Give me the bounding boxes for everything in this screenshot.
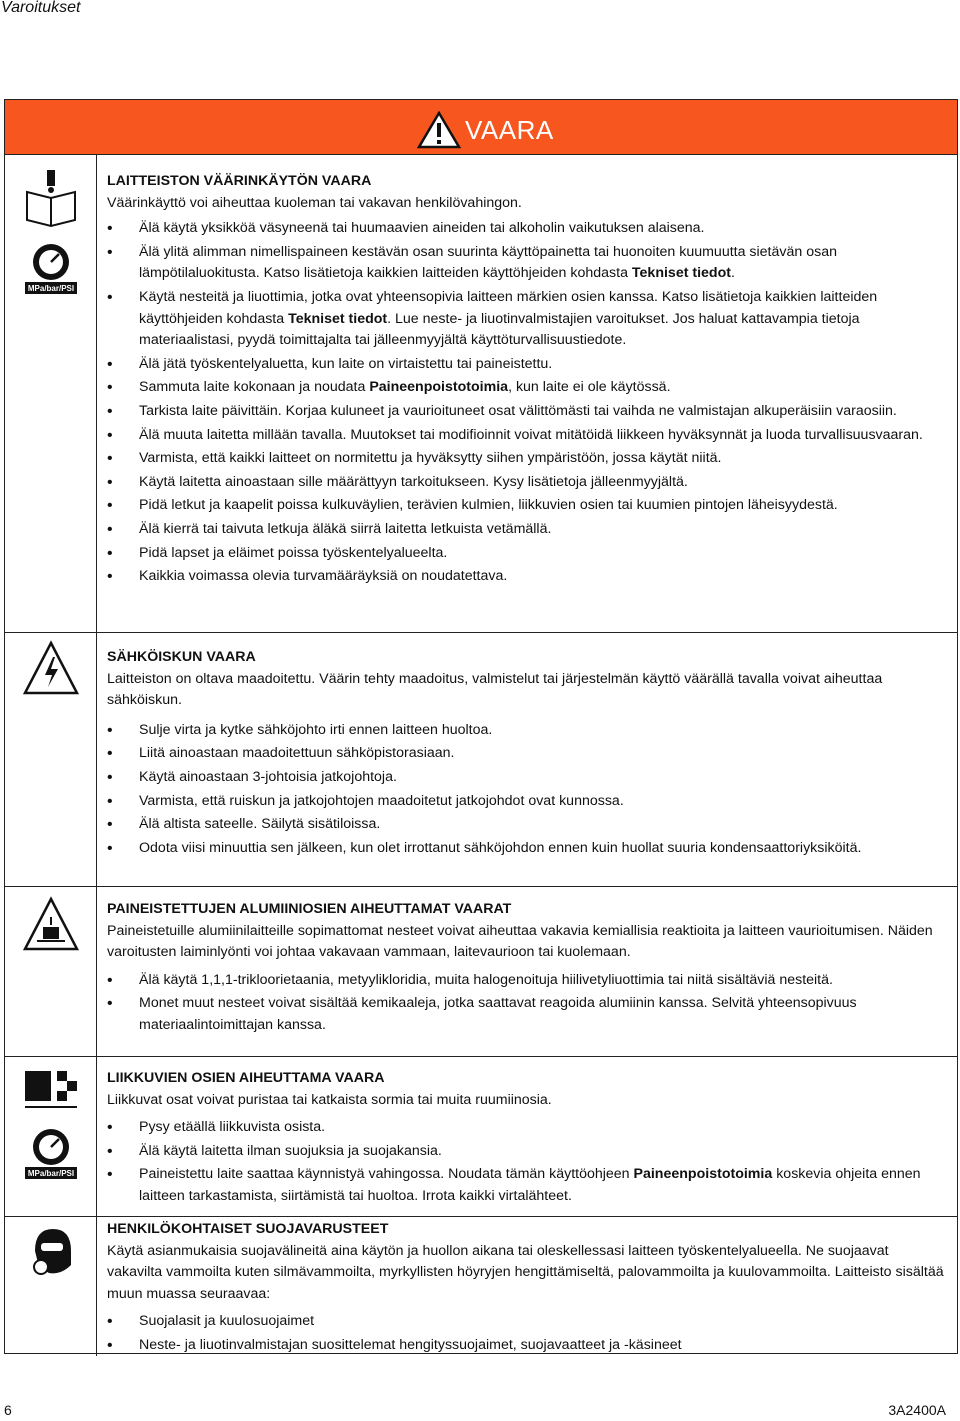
- section-misuse: [5, 154, 957, 632]
- section-content: [107, 1068, 947, 1208]
- list-item: • Älä ylitä alimman nimellispaineen kestävän osan suurinta käyttöpainetta tai huonoiten kuumuutta sietävän osan lämpötilaluokitusta. Katso lisätietoja kaikkien laitteiden käyttöhjeiden kohdasta Tekniset tiedot.: [107, 242, 947, 285]
- banner-title: VAARA: [465, 114, 554, 145]
- section-content: [107, 1219, 947, 1357]
- list-item: • Älä kierrä tai taivuta letkuja äläkä siirrä laitetta letkuista vetämällä.: [107, 519, 947, 541]
- list-item: • Käytä ainoastaan 3-johtoisia jatkojohtoja.: [107, 767, 947, 789]
- bullet-list: [107, 970, 947, 1037]
- list-item: • Älä käytä yksikköä väsyneenä tai huumaavien aineiden tai alkoholin vaikutuksen alaisena.: [107, 218, 947, 240]
- section-title: SÄHKÖISKUN VAARA: [107, 649, 256, 665]
- section-intro: Väärinkäyttö voi aiheuttaa kuoleman tai vakavan henkilövahingon.: [107, 194, 522, 211]
- bullet-list: [107, 720, 947, 860]
- protective-gear-icon: [21, 1221, 81, 1281]
- list-item: • Pidä lapset ja eläimet poissa työskentelyalueelta.: [107, 543, 947, 565]
- list-item: • Suojalasit ja kuulosuojaimet: [107, 1311, 947, 1333]
- emphasis-text: Paineenpoistotoimia: [633, 1166, 773, 1183]
- document-code: 3A2400A: [888, 1402, 946, 1418]
- section-icons: [5, 633, 97, 887]
- section-icons: [5, 1057, 97, 1217]
- section-icons: [5, 154, 97, 632]
- list-item: • Paineistettu laite saattaa käynnistyä vahingossa. Noudata tämän käyttöohjeen Paineenpoistotoimia koskevia ohjeita ennen laitteen tarkastamista, siirtämistä tai huoltoa. Irrota kaikki virtalähteet.: [107, 1164, 947, 1207]
- svg-text:MPa/bar/PSI: MPa/bar/PSI: [27, 1169, 74, 1178]
- electric-shock-icon: [21, 639, 81, 699]
- section-title: LIIKKUVIEN OSIEN AIHEUTTAMA VAARA: [107, 1070, 385, 1086]
- page-header: Varoitukset: [1, 0, 81, 16]
- list-item: • Sammuta laite kokonaan ja noudata Paineenpoistotoimia, kun laite ei ole käytössä.: [107, 377, 947, 399]
- pressure-gauge-icon: [21, 236, 81, 296]
- list-item: • Käytä laitetta ainoastaan sille määrättyyn tarkoitukseen. Kysy lisätietoja jälleenmyyjältä.: [107, 472, 947, 494]
- list-item: • Pysy etäällä liikkuvista osista.: [107, 1117, 947, 1139]
- section-icons: [5, 887, 97, 1057]
- chemical-reaction-icon: [21, 895, 81, 955]
- list-item: • Neste- ja liuotinvalmistajan suosittelemat hengityssuojaimet, suojavaatteet ja -käsineet: [107, 1335, 947, 1357]
- moving-parts-icon: [21, 1061, 81, 1121]
- emphasis-text: Tekniset tiedot: [288, 310, 388, 327]
- list-item: • Kaikkia voimassa olevia turvamääräyksiä on noudatettava.: [107, 566, 947, 588]
- banner-title-group: [417, 112, 554, 148]
- bullet-list: [107, 1311, 947, 1356]
- list-item: • Älä altista sateelle. Säilytä sisätiloissa.: [107, 814, 947, 836]
- warning-table: [4, 99, 958, 1354]
- list-item: • Älä käytä laitetta ilman suojuksia ja suojakansia.: [107, 1141, 947, 1163]
- list-item: • Monet muut nesteet voivat sisältää kemikaaleja, jotka saattavat reagoida alumiinin kanssa. Selvitä yhteensopivuus materiaalintoimittajan kanssa.: [107, 993, 947, 1036]
- section-protective-equipment: [5, 1216, 957, 1356]
- list-item: • Odota viisi minuuttia sen jälkeen, kun olet irrottanut sähköjohdon ennen kuin huollat suuria kondensaattoriyksiköitä.: [107, 838, 947, 860]
- section-electric-shock: [5, 632, 957, 887]
- bullet-list: [107, 218, 947, 588]
- section-content: [107, 647, 947, 859]
- section-intro: Käytä asianmukaisia suojavälineitä aina käytön ja huollon aikana tai oleskellessasi laitteen työskentelyalueella. Ne suojaavat vakavilta vammoilta kuten silmävammoilta, myrkyllisten höyryjen hengittämiseltä, palovammoilta ja kuulovammoilta. Laitteisto sisältää muun muassa seuraavaa:: [107, 1242, 944, 1302]
- section-content: [107, 899, 947, 1037]
- section-content: [107, 171, 947, 588]
- emphasis-text: Paineenpoistotoimia: [369, 379, 509, 396]
- svg-text:MPa/bar/PSI: MPa/bar/PSI: [27, 284, 74, 293]
- list-item: • Tarkista laite päivittäin. Korjaa kuluneet ja vaurioituneet osat välittömästi tai vaihda ne valmistajan alkuperäisiin varaosiin.: [107, 401, 947, 423]
- bullet-list: [107, 1117, 947, 1207]
- warning-triangle-icon: [417, 111, 461, 149]
- list-item: • Älä jätä työskentelyaluetta, kun laite on virtaistettu tai paineistettu.: [107, 354, 947, 376]
- page-number: 6: [4, 1402, 12, 1418]
- list-item: • Sulje virta ja kytke sähköjohto irti ennen laitteen huoltoa.: [107, 720, 947, 742]
- danger-banner: [5, 100, 957, 155]
- section-intro: Laitteiston on oltava maadoitettu. Väärin tehty maadoitus, valmistelut tai järjestelmän käyttö väärällä tavalla voivat aiheuttaa sähköiskun.: [107, 670, 883, 709]
- emphasis-text: Tekniset tiedot: [631, 265, 731, 282]
- section-icons: [5, 1217, 97, 1356]
- list-item: • Varmista, että ruiskun ja jatkojohtojen maadoitetut jatkojohdot ovat kunnossa.: [107, 791, 947, 813]
- list-item: • Älä muuta laitetta millään tavalla. Muutokset tai modifioinnit voivat mitätöidä liikkeen hyväksynnät ja luoda turvallisuusvaaran.: [107, 425, 947, 447]
- list-item: • Varmista, että kaikki laitteet on normitettu ja hyväksytty siihen ympäristöön, jossa käytät niitä.: [107, 448, 947, 470]
- section-title: LAITTEISTON VÄÄRINKÄYTÖN VAARA: [107, 173, 372, 189]
- section-moving-parts: [5, 1056, 957, 1217]
- section-title: HENKILÖKOHTAISET SUOJAVARUSTEET: [107, 1221, 389, 1237]
- section-intro: Liikkuvat osat voivat puristaa tai katkaista sormia tai muita ruumiinosia.: [107, 1091, 552, 1108]
- list-item: • Pidä letkut ja kaapelit poissa kulkuväylien, terävien kulmien, liikkuvien osien tai kuumien pintojen läheisyydestä.: [107, 495, 947, 517]
- pressure-gauge-icon: [21, 1121, 81, 1181]
- list-item: • Liitä ainoastaan maadoitettuun sähköpistorasiaan.: [107, 743, 947, 765]
- list-item: • Älä käytä 1,1,1-trikloorietaania, metyylikloridia, muita halogenoituja hiilivetyliuottimia tai niitä sisältäviä nesteitä.: [107, 970, 947, 992]
- section-aluminum: [5, 886, 957, 1057]
- section-title: PAINEISTETTUJEN ALUMIINIOSIEN AIHEUTTAMAT VAARAT: [107, 901, 512, 917]
- list-item: • Käytä nesteitä ja liuottimia, jotka ovat yhteensopivia laitteen märkien osien kanssa. Katso lisätietoja kaikkien laitteiden käyttöhjeiden kohdasta Tekniset tiedot. Lue neste- ja liuotinvalmistajien varoitukset. Jos haluat kattavampia tietoja materiaalistasi, pyydä toimittajalta tai jälleenmyyjältä käyttöturvallisuustiedote.: [107, 287, 947, 352]
- manual-icon: [21, 168, 81, 228]
- section-intro: Paineistetuille alumiinilaitteille sopimattomat nesteet voivat aiheuttaa vakavia kemiallisia reaktioita ja laitteen vaurioitumisen. Näiden varoitusten laiminlyönti voi johtaa vakavaan vammaan, laitevaurioon tai kuolemaan.: [107, 922, 933, 961]
